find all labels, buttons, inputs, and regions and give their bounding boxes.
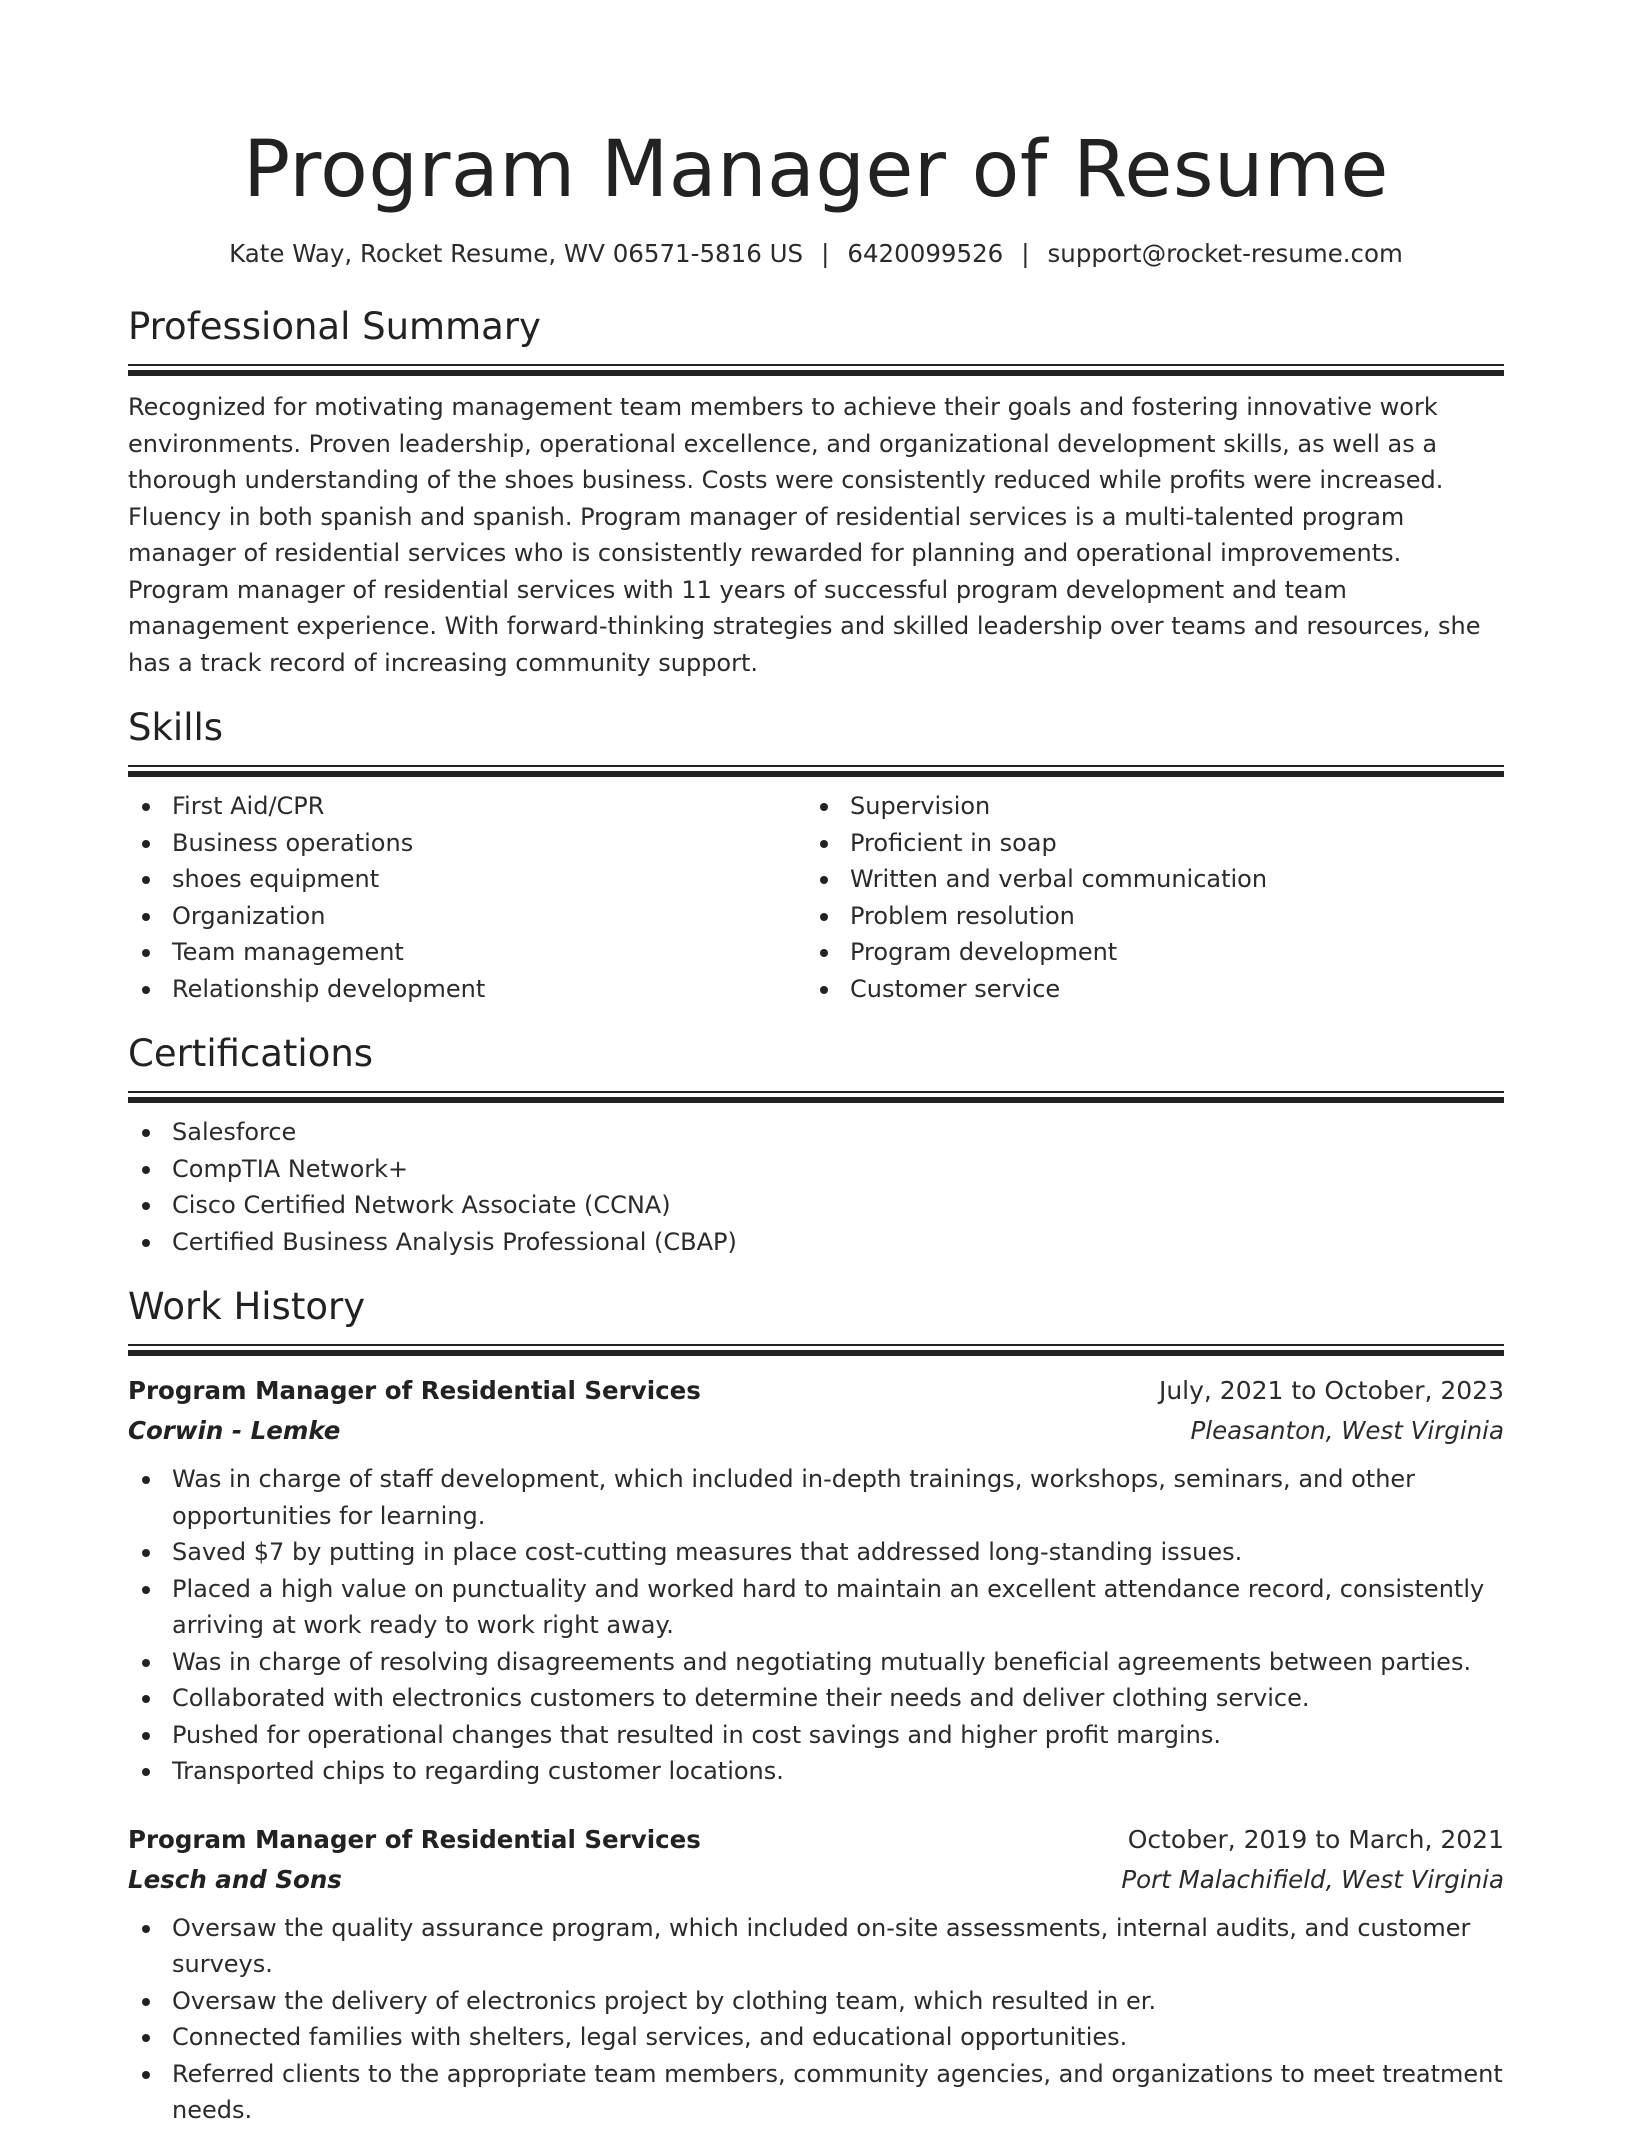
work-history-heading: Work History xyxy=(128,1285,366,1328)
job-bullet: Saved $7 by putting in place cost-cutting measures that addressed long-standing issues. xyxy=(128,1534,1504,1571)
job-bullet: Collaborated with electronics customers to determine their needs and deliver clothing service. xyxy=(128,1680,1504,1717)
job-dates: October, 2019 to March, 2021 xyxy=(1127,1824,1504,1854)
job-location: Pleasanton, West Virginia xyxy=(1190,1416,1504,1445)
skill-item: Customer service xyxy=(806,971,1484,1008)
skills-grid xyxy=(128,788,1504,1007)
skill-item: Team management xyxy=(128,934,806,971)
certification-item: Salesforce xyxy=(128,1114,1504,1151)
job-title: Program Manager of Residential Services xyxy=(128,1824,701,1854)
skills-left-list xyxy=(128,788,806,1007)
skills-section xyxy=(128,701,1504,1007)
job-bullet: Referred clients to the appropriate team members, community agencies, and organizations to meet treatment needs. xyxy=(128,2056,1504,2129)
certifications-heading: Certifications xyxy=(128,1032,374,1075)
job-bullets xyxy=(128,1461,1504,1790)
skills-heading: Skills xyxy=(128,706,224,749)
section-divider xyxy=(128,765,1504,776)
skill-item: shoes equipment xyxy=(128,861,806,898)
certification-item: CompTIA Network+ xyxy=(128,1151,1504,1188)
job-entry xyxy=(128,1371,1504,1790)
skill-item: Relationship development xyxy=(128,971,806,1008)
certification-item: Cisco Certified Network Associate (CCNA) xyxy=(128,1187,1504,1224)
job-company: Lesch and Sons xyxy=(128,1864,342,1894)
contact-address: Kate Way, Rocket Resume, WV 06571-5816 US xyxy=(229,239,804,268)
resume-title: Program Manager of Resume xyxy=(243,125,1389,215)
contact-line xyxy=(128,238,1504,270)
job-bullets xyxy=(128,1910,1504,2129)
skill-item: Business operations xyxy=(128,825,806,862)
section-divider xyxy=(128,364,1504,375)
skill-item: Organization xyxy=(128,898,806,935)
summary-heading: Professional Summary xyxy=(128,305,541,348)
job-bullet: Oversaw the quality assurance program, which included on-site assessments, internal audits, and customer surveys. xyxy=(128,1910,1504,1983)
certification-item: Certified Business Analysis Professional (CBAP) xyxy=(128,1224,1504,1261)
skill-item: Program development xyxy=(806,934,1484,971)
job-bullet: Pushed for operational changes that resulted in cost savings and higher profit margins. xyxy=(128,1717,1504,1754)
summary-text: Recognized for motivating management team members to achieve their goals and fostering innovative work environments. Proven leadership, operational excellence, and organizational development skills, as well as a thorough understanding of the shoes business. Costs were consistently reduced while profits were increased. Fluency in both spanish and spanish. Program manager of residential services is a multi-talented program manager of residential services who is consistently rewarded for planning and operational improvements. Program manager of residential services with 11 years of successful program development and team management experience. With forward-thinking strategies and skilled leadership over teams and resources, she has a track record of increasing community support. xyxy=(128,393,1481,677)
job-bullet: Transported chips to regarding customer locations. xyxy=(128,1753,1504,1790)
job-subheader-row xyxy=(128,1860,1504,1900)
job-header-row xyxy=(128,1371,1504,1411)
certifications-section xyxy=(128,1027,1504,1260)
skill-item: First Aid/CPR xyxy=(128,788,806,825)
summary-section xyxy=(128,300,1504,681)
section-divider xyxy=(128,1344,1504,1355)
resume-page xyxy=(128,0,1504,2129)
job-header-row xyxy=(128,1820,1504,1860)
job-bullet: Connected families with shelters, legal services, and educational opportunities. xyxy=(128,2019,1504,2056)
section-divider xyxy=(128,1091,1504,1102)
job-title: Program Manager of Residential Services xyxy=(128,1376,701,1405)
skill-item: Problem resolution xyxy=(806,898,1484,935)
contact-separator: | xyxy=(1021,239,1030,268)
job-entry xyxy=(128,1820,1504,2129)
contact-email: support@rocket-resume.com xyxy=(1047,239,1403,268)
job-bullet: Was in charge of resolving disagreements and negotiating mutually beneficial agreements between parties. xyxy=(128,1644,1504,1681)
work-history-section xyxy=(128,1280,1504,2129)
skill-item: Written and verbal communication xyxy=(806,861,1484,898)
job-dates: July, 2021 to October, 2023 xyxy=(1158,1376,1504,1405)
job-location: Port Malachifield, West Virginia xyxy=(1121,1864,1504,1894)
skills-right-list xyxy=(806,788,1484,1007)
skill-item: Proficient in soap xyxy=(806,825,1484,862)
contact-separator: | xyxy=(821,239,830,268)
skill-item: Supervision xyxy=(806,788,1484,825)
job-bullet: Placed a high value on punctuality and worked hard to maintain an excellent attendance record, consistently arriving at work ready to work right away. xyxy=(128,1571,1504,1644)
certifications-list xyxy=(128,1114,1504,1260)
job-bullet: Oversaw the delivery of electronics project by clothing team, which resulted in er. xyxy=(128,1983,1504,2020)
job-bullet: Was in charge of staff development, which included in-depth trainings, workshops, seminars, and other opportunities for learning. xyxy=(128,1461,1504,1534)
job-company: Corwin - Lemke xyxy=(128,1416,341,1445)
contact-phone: 6420099526 xyxy=(847,239,1004,268)
job-subheader-row xyxy=(128,1411,1504,1451)
